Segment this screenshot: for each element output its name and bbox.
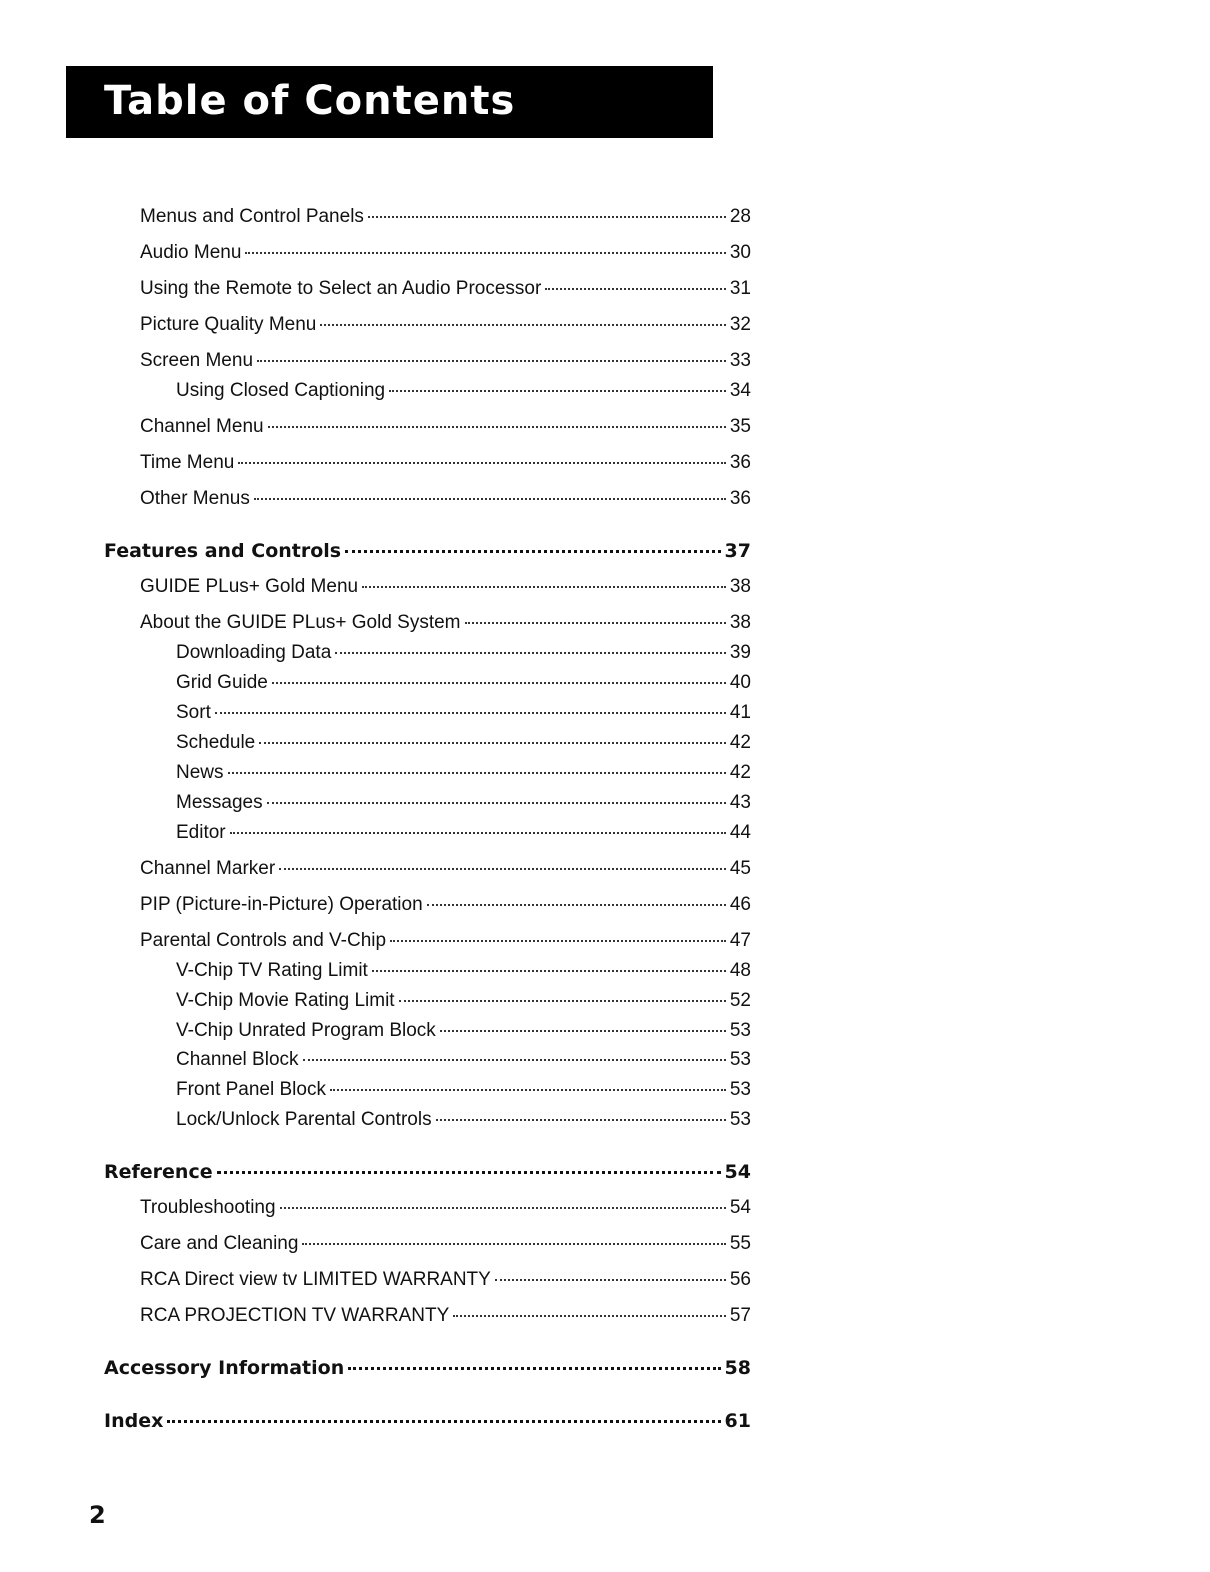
toc-entry-label: Front Panel Block [176,1079,326,1100]
toc-entry-label: Audio Menu [140,242,242,263]
toc-entry-label: Channel Marker [140,858,276,879]
dot-leader [167,1419,720,1423]
dot-leader [279,867,726,870]
toc-entry-page: 57 [729,1305,751,1326]
toc-entry [176,959,751,983]
toc-entry-label: Schedule [176,732,256,753]
dot-leader [389,389,726,392]
toc-entry-label: Reference [104,1161,213,1183]
toc-entry [176,379,751,403]
toc-entry [140,241,751,265]
dot-leader [254,497,726,500]
toc-entry-page: 42 [729,762,751,783]
toc-entry-page: 42 [729,732,751,753]
toc-entry-page: 38 [729,612,751,633]
toc-entry [140,1196,751,1220]
dot-leader [259,741,726,744]
toc-entry-page: 35 [729,416,751,437]
toc-entry-page: 54 [724,1161,751,1183]
toc-entry-label: Grid Guide [176,672,268,693]
toc-entry [140,349,751,373]
toc-entry-page: 33 [729,350,751,371]
dot-leader [453,1314,726,1317]
toc-entry-page: 47 [729,930,751,951]
page-number: 2 [89,1501,106,1529]
toc-entry-page: 56 [729,1269,751,1290]
toc-entry-page: 32 [729,314,751,335]
dot-leader [238,461,726,464]
toc-entry-page: 46 [729,894,751,915]
dot-leader [257,359,726,362]
dot-leader [280,1206,726,1209]
toc-entry [140,415,751,439]
toc-entry-label: Picture Quality Menu [140,314,317,335]
toc-entry-label: Editor [176,822,226,843]
toc-entry-page: 52 [729,990,751,1011]
toc-entry [140,575,751,599]
dot-leader [436,1118,726,1121]
toc-entry-page: 53 [729,1049,751,1070]
dot-leader [335,651,726,654]
toc-entry [176,821,751,845]
toc-entry-page: 53 [729,1020,751,1041]
toc-entry-label: RCA Direct view tv LIMITED WARRANTY [140,1269,491,1290]
toc-entry-page: 58 [724,1357,751,1379]
toc-entry-page: 53 [729,1079,751,1100]
toc-entry-page: 36 [729,452,751,473]
toc-entry-page: 45 [729,858,751,879]
toc-section-heading [104,539,751,563]
toc-entry [140,277,751,301]
toc-entry-label: Messages [176,792,263,813]
toc-entry-page: 55 [729,1233,751,1254]
toc-entry-label: Features and Controls [104,540,342,562]
toc-entry-page: 31 [729,278,751,299]
toc-entry-label: About the GUIDE PLus+ Gold System [140,612,461,633]
toc-entry [176,791,751,815]
toc-section-heading [104,1160,751,1184]
toc-entry-page: 34 [729,380,751,401]
toc-entry-label: RCA PROJECTION TV WARRANTY [140,1305,450,1326]
toc-entry-page: 44 [729,822,751,843]
toc-entry [140,313,751,337]
toc-entry-label: Index [104,1410,164,1432]
toc-entry [176,1019,751,1043]
dot-leader [320,323,726,326]
toc-entry [176,671,751,695]
toc-entry-page: 41 [729,702,751,723]
toc-entry-label: Sort [176,702,211,723]
toc-entry-page: 39 [729,642,751,663]
toc-entry-page: 61 [724,1410,751,1432]
toc-entry-label: Screen Menu [140,350,254,371]
dot-leader [399,999,726,1002]
toc-entry-page: 53 [729,1109,751,1130]
dot-leader [345,549,720,553]
toc-entry-page: 28 [729,206,751,227]
toc-entry-label: Other Menus [140,488,250,509]
dot-leader [465,621,726,624]
toc-entry-label: V-Chip TV Rating Limit [176,960,368,981]
toc-entry [140,893,751,917]
toc-entry-label: Time Menu [140,452,235,473]
toc-entry [140,451,751,475]
dot-leader [272,681,726,684]
toc-entry [176,1078,751,1102]
dot-leader [545,287,726,290]
toc-section-heading [104,1356,751,1380]
dot-leader [427,903,726,906]
toc-entry-page: 38 [729,576,751,597]
dot-leader [372,969,726,972]
toc-entry [140,611,751,635]
dot-leader [495,1278,726,1281]
toc-entry-label: Channel Menu [140,416,264,437]
toc-entry-label: PIP (Picture-in-Picture) Operation [140,894,423,915]
toc-entry-label: News [176,762,224,783]
dot-leader [217,1170,721,1174]
dot-leader [368,215,726,218]
toc-entry-label: Using the Remote to Select an Audio Processor [140,278,542,299]
dot-leader [245,251,725,254]
toc-entry-label: Accessory Information [104,1357,345,1379]
toc-entry-page: 40 [729,672,751,693]
dot-leader [302,1242,725,1245]
toc-entry-label: Using Closed Captioning [176,380,386,401]
toc-entry-page: 37 [724,540,751,562]
toc-entry-label: Care and Cleaning [140,1233,299,1254]
toc-entry-label: Troubleshooting [140,1197,276,1218]
toc-entry-label: Downloading Data [176,642,332,663]
toc-entry [176,761,751,785]
dot-leader [303,1058,726,1061]
toc-entry [140,1268,751,1292]
toc-section-heading [104,1409,751,1433]
toc-entry-label: GUIDE PLus+ Gold Menu [140,576,359,597]
toc-entry [140,857,751,881]
toc-entry-page: 36 [729,488,751,509]
toc-entry-label: V-Chip Movie Rating Limit [176,990,395,1011]
toc-entry-page: 43 [729,792,751,813]
toc-entry-label: V-Chip Unrated Program Block [176,1020,436,1041]
toc-entry-label: Parental Controls and V-Chip [140,930,387,951]
dot-leader [390,939,726,942]
toc-entry-page: 54 [729,1197,751,1218]
toc-entry [140,929,751,953]
toc-entry [140,487,751,511]
toc-entry-page: 30 [729,242,751,263]
toc-entry [176,989,751,1013]
dot-leader [228,771,726,774]
toc-entry [140,205,751,229]
dot-leader [230,831,726,834]
dot-leader [362,585,726,588]
dot-leader [348,1366,720,1370]
page-title: Table of Contents [104,78,516,124]
toc-entry [140,1232,751,1256]
toc-entry [176,1048,751,1072]
dot-leader [268,425,726,428]
toc-entry [176,1108,751,1132]
dot-leader [215,711,726,714]
toc-entry-page: 48 [729,960,751,981]
toc-entry-label: Lock/Unlock Parental Controls [176,1109,432,1130]
toc-entry [176,731,751,755]
toc-entry [176,701,751,725]
toc-entry [176,641,751,665]
toc-entry [140,1304,751,1328]
toc-entry-label: Menus and Control Panels [140,206,364,227]
toc-entry-label: Channel Block [176,1049,299,1070]
dot-leader [440,1029,726,1032]
dot-leader [330,1088,726,1091]
dot-leader [267,801,726,804]
